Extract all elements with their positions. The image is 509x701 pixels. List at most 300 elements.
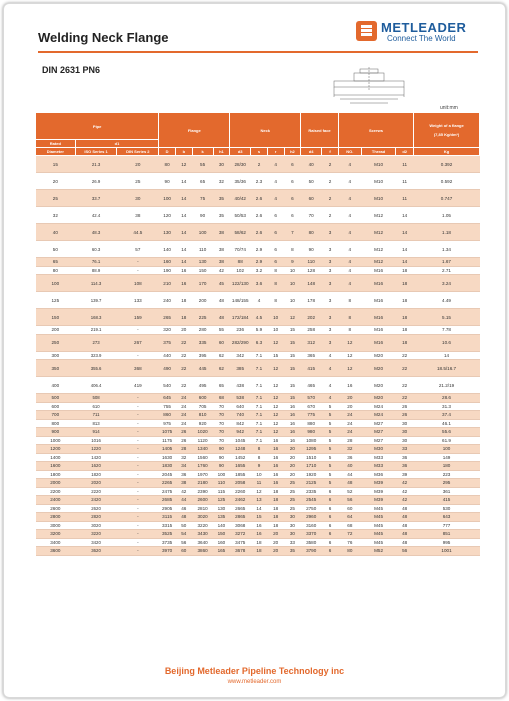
cell-d3: 3678 xyxy=(230,547,251,556)
cell-r: 16 xyxy=(267,479,284,488)
cell-thread: M30 xyxy=(361,445,395,454)
cell-kg: 31.3 xyxy=(414,402,480,411)
cell-iso: 2620 xyxy=(75,504,117,513)
cell-D: 1405 xyxy=(159,445,176,454)
cell-thread: M16 xyxy=(361,309,395,326)
cell-d2: 30 xyxy=(396,419,414,428)
cell-r: 4 xyxy=(267,190,284,207)
cell-h2: 16 xyxy=(284,436,301,445)
cell-k: 445 xyxy=(192,360,213,377)
cell-d2: 18 xyxy=(396,266,414,275)
cell-dn: 3000 xyxy=(36,521,76,530)
cell-k: 3640 xyxy=(192,538,213,547)
cell-f: 4 xyxy=(322,394,339,403)
cell-k: 3430 xyxy=(192,530,213,539)
cell-d3: 282/290 xyxy=(230,334,251,351)
cell-din: - xyxy=(117,258,159,267)
cell-dn: 1000 xyxy=(36,436,76,445)
cell-d2: 18 xyxy=(396,326,414,335)
cell-din: - xyxy=(117,436,159,445)
cell-kg: 61.9 xyxy=(414,436,480,445)
cell-iso: 1220 xyxy=(75,445,117,454)
metleader-logo-icon xyxy=(356,21,377,41)
cell-b: 24 xyxy=(175,394,192,403)
cell-r: 8 xyxy=(267,266,284,275)
table-row xyxy=(36,428,480,437)
cell-d2: 14 xyxy=(396,224,414,241)
cell-thread: M45 xyxy=(361,538,395,547)
company-logo xyxy=(356,21,476,47)
cell-no: 32 xyxy=(338,445,361,454)
cell-h1: 125 xyxy=(213,496,230,505)
cell-d4: 2750 xyxy=(301,504,322,513)
cell-k: 170 xyxy=(192,275,213,292)
cell-d2: 33 xyxy=(396,445,414,454)
cell-d3: 88 xyxy=(230,258,251,267)
cell-f: 3 xyxy=(322,224,339,241)
cell-kg: 1001 xyxy=(414,547,480,556)
header-no: NO. xyxy=(338,148,361,156)
cell-h2: 20 xyxy=(284,453,301,462)
cell-kg: 1.18 xyxy=(414,224,480,241)
header-thread: Thread xyxy=(361,148,395,156)
cell-b: 38 xyxy=(175,479,192,488)
cell-h2: 16 xyxy=(284,402,301,411)
cell-dn: 800 xyxy=(36,419,76,428)
cell-h1: 150 xyxy=(213,530,230,539)
cell-no: 16 xyxy=(338,377,361,394)
cell-d2: 26 xyxy=(396,402,414,411)
cell-no: 52 xyxy=(338,487,361,496)
cell-no: 4 xyxy=(338,173,361,190)
cell-iso: 1820 xyxy=(75,470,117,479)
cell-b: 44 xyxy=(175,496,192,505)
cell-iso: 1420 xyxy=(75,453,117,462)
cell-s: 8 xyxy=(251,453,268,462)
cell-d4: 1080 xyxy=(301,436,322,445)
table-row xyxy=(36,538,480,547)
cell-s: 3.6 xyxy=(251,275,268,292)
cell-k: 130 xyxy=(192,258,213,267)
cell-s: 4.5 xyxy=(251,309,268,326)
cell-dn: 100 xyxy=(36,275,76,292)
cell-kg: 7.78 xyxy=(414,326,480,335)
cell-d4: 80 xyxy=(301,224,322,241)
cell-f: 3 xyxy=(322,326,339,335)
table-row xyxy=(36,292,480,309)
cell-h2: 10 xyxy=(284,275,301,292)
header-h1: h1 xyxy=(213,148,230,156)
cell-kg: 0.592 xyxy=(414,173,480,190)
cell-r: 4 xyxy=(267,156,284,173)
cell-thread: M45 xyxy=(361,504,395,513)
header-neck: Neck xyxy=(230,113,301,148)
cell-D: 2905 xyxy=(159,504,176,513)
footer-company: Beijing Metleader Pipeline Technology inc xyxy=(164,666,345,676)
header-weight-label: Weight of a flange xyxy=(429,123,464,128)
cell-d3: 342 xyxy=(230,351,251,360)
cell-d2: 42 xyxy=(396,496,414,505)
cell-k: 55 xyxy=(192,156,213,173)
cell-h1: 70 xyxy=(213,411,230,420)
unit-label: unit:mm xyxy=(440,105,458,111)
cell-s: 7.1 xyxy=(251,402,268,411)
cell-d2: 18 xyxy=(396,275,414,292)
cell-k: 1020 xyxy=(192,428,213,437)
cell-d2: 11 xyxy=(396,190,414,207)
header-d3: d3 xyxy=(230,148,251,156)
cell-d2: 14 xyxy=(396,241,414,258)
cell-d4: 2960 xyxy=(301,513,322,522)
cell-f: 5 xyxy=(322,402,339,411)
cell-h2: 6 xyxy=(284,207,301,224)
cell-thread: M27 xyxy=(361,419,395,428)
table-row xyxy=(36,224,480,241)
cell-r: 12 xyxy=(267,360,284,377)
cell-d4: 3160 xyxy=(301,521,322,530)
cell-k: 3220 xyxy=(192,521,213,530)
cell-h1: 130 xyxy=(213,504,230,513)
cell-k: 65 xyxy=(192,173,213,190)
cell-b: 22 xyxy=(175,360,192,377)
cell-d4: 1920 xyxy=(301,470,322,479)
cell-s: 2.6 xyxy=(251,190,268,207)
header-raised-face: Raised face xyxy=(301,113,339,148)
cell-kg: 3.24 xyxy=(414,275,480,292)
cell-b: 26 xyxy=(175,428,192,437)
cell-din: - xyxy=(117,428,159,437)
cell-kg: 18.5/16.7 xyxy=(414,360,480,377)
cell-r: 12 xyxy=(267,419,284,428)
cell-d2: 42 xyxy=(396,479,414,488)
cell-s: 15 xyxy=(251,513,268,522)
table-row xyxy=(36,530,480,539)
cell-s: 18 xyxy=(251,538,268,547)
cell-h2: 15 xyxy=(284,377,301,394)
cell-s: 13 xyxy=(251,496,268,505)
cell-r: 18 xyxy=(267,521,284,530)
cell-d2: 30 xyxy=(396,436,414,445)
cell-h2: 7 xyxy=(284,224,301,241)
cell-d2: 30 xyxy=(396,428,414,437)
cell-dn: 700 xyxy=(36,411,76,420)
cell-d3: 842 xyxy=(230,419,251,428)
cell-dn: 500 xyxy=(36,394,76,403)
cell-d4: 570 xyxy=(301,394,322,403)
cell-dn: 400 xyxy=(36,377,76,394)
cell-no: 24 xyxy=(338,411,361,420)
cell-thread: M39 xyxy=(361,487,395,496)
cell-k: 335 xyxy=(192,334,213,351)
cell-h2: 20 xyxy=(284,445,301,454)
cell-iso: 26.9 xyxy=(75,173,117,190)
cell-f: 5 xyxy=(322,411,339,420)
cell-thread: M24 xyxy=(361,411,395,420)
table-row xyxy=(36,326,480,335)
cell-iso: 610 xyxy=(75,402,117,411)
cell-h1: 35 xyxy=(213,207,230,224)
cell-f: 5 xyxy=(322,479,339,488)
cell-k: 100 xyxy=(192,224,213,241)
cell-d4: 3790 xyxy=(301,547,322,556)
cell-b: 16 xyxy=(175,266,192,275)
cell-D: 3315 xyxy=(159,521,176,530)
cell-b: 32 xyxy=(175,453,192,462)
cell-din: - xyxy=(117,504,159,513)
table-row xyxy=(36,487,480,496)
cell-no: 44 xyxy=(338,470,361,479)
cell-h1: 38 xyxy=(213,241,230,258)
table-row xyxy=(36,360,480,377)
cell-s: 2.6 xyxy=(251,224,268,241)
table-row xyxy=(36,207,480,224)
cell-b: 24 xyxy=(175,419,192,428)
cell-no: 24 xyxy=(338,428,361,437)
cell-kg: 415 xyxy=(414,496,480,505)
cell-h1: 32 xyxy=(213,173,230,190)
cell-b: 20 xyxy=(175,326,192,335)
cell-d4: 1710 xyxy=(301,462,322,471)
cell-dn: 2400 xyxy=(36,496,76,505)
header-diameter: Diameter xyxy=(36,148,76,156)
cell-dn: 2600 xyxy=(36,504,76,513)
table-row xyxy=(36,513,480,522)
cell-k: 2390 xyxy=(192,487,213,496)
cell-kg: 21.2/19 xyxy=(414,377,480,394)
cell-dn: 350 xyxy=(36,360,76,377)
cell-D: 755 xyxy=(159,402,176,411)
cell-h2: 25 xyxy=(284,487,301,496)
cell-D: 190 xyxy=(159,266,176,275)
cell-d4: 670 xyxy=(301,402,322,411)
cell-h2: 30 xyxy=(284,530,301,539)
cell-s: 16 xyxy=(251,521,268,530)
cell-din: - xyxy=(117,547,159,556)
cell-r: 12 xyxy=(267,428,284,437)
cell-b: 14 xyxy=(175,173,192,190)
cell-D: 1630 xyxy=(159,453,176,462)
cell-dn: 1400 xyxy=(36,453,76,462)
cell-no: 4 xyxy=(338,275,361,292)
cell-r: 20 xyxy=(267,530,284,539)
cell-d3: 2462 xyxy=(230,496,251,505)
cell-d4: 148 xyxy=(301,275,322,292)
cell-dn: 200 xyxy=(36,326,76,335)
cell-h2: 30 xyxy=(284,513,301,522)
cell-dn: 50 xyxy=(36,241,76,258)
cell-d2: 39 xyxy=(396,470,414,479)
cell-r: 15 xyxy=(267,351,284,360)
cell-r: 18 xyxy=(267,504,284,513)
cell-thread: M16 xyxy=(361,326,395,335)
cell-iso: 76.1 xyxy=(75,258,117,267)
cell-thread: M20 xyxy=(361,351,395,360)
cell-b: 14 xyxy=(175,207,192,224)
cell-d3: 1248 xyxy=(230,445,251,454)
cell-h1: 68 xyxy=(213,394,230,403)
cell-d2: 14 xyxy=(396,258,414,267)
cell-k: 90 xyxy=(192,207,213,224)
cell-r: 12 xyxy=(267,334,284,351)
cell-k: 75 xyxy=(192,190,213,207)
cell-kg: 995 xyxy=(414,538,480,547)
cell-d4: 110 xyxy=(301,258,322,267)
cell-no: 4 xyxy=(338,258,361,267)
cell-h2: 6 xyxy=(284,173,301,190)
cell-iso: 914 xyxy=(75,428,117,437)
cell-thread: M12 xyxy=(361,258,395,267)
cell-s: 3.2 xyxy=(251,266,268,275)
cell-kg: 1.34 xyxy=(414,241,480,258)
cell-kg: 55.6 xyxy=(414,428,480,437)
cell-kg: 4.49 xyxy=(414,292,480,309)
cell-h1: 70 xyxy=(213,419,230,428)
cell-h1: 60 xyxy=(213,334,230,351)
cell-D: 3525 xyxy=(159,530,176,539)
cell-b: 28 xyxy=(175,445,192,454)
cell-thread: M20 xyxy=(361,360,395,377)
cell-iso: 139.7 xyxy=(75,292,117,309)
cell-D: 3115 xyxy=(159,513,176,522)
cell-k: 600 xyxy=(192,394,213,403)
cell-D: 240 xyxy=(159,292,176,309)
cell-f: 3 xyxy=(322,266,339,275)
cell-iso: 2020 xyxy=(75,479,117,488)
cell-k: 1560 xyxy=(192,453,213,462)
cell-kg: 530 xyxy=(414,504,480,513)
cell-kg: 2.71 xyxy=(414,266,480,275)
table-row xyxy=(36,266,480,275)
table-row xyxy=(36,462,480,471)
cell-f: 6 xyxy=(322,496,339,505)
cell-d4: 980 xyxy=(301,428,322,437)
header-b: b xyxy=(175,148,192,156)
cell-f: 5 xyxy=(322,436,339,445)
cell-dn: 3200 xyxy=(36,530,76,539)
cell-d2: 11 xyxy=(396,156,414,173)
cell-d3: 942 xyxy=(230,428,251,437)
cell-h1: 90 xyxy=(213,462,230,471)
cell-b: 22 xyxy=(175,334,192,351)
cell-no: 76 xyxy=(338,538,361,547)
cell-no: 24 xyxy=(338,419,361,428)
cell-d4: 258 xyxy=(301,326,322,335)
cell-dn: 25 xyxy=(36,190,76,207)
cell-iso: 3420 xyxy=(75,538,117,547)
cell-b: 48 xyxy=(175,513,192,522)
cell-f: 3 xyxy=(322,258,339,267)
header-pipe: Pipe xyxy=(36,113,159,140)
cell-f: 6 xyxy=(322,530,339,539)
cell-h1: 70 xyxy=(213,428,230,437)
cell-h2: 15 xyxy=(284,394,301,403)
cell-din: - xyxy=(117,479,159,488)
cell-d3: 3475 xyxy=(230,538,251,547)
cell-no: 20 xyxy=(338,394,361,403)
cell-d3: 122/130 xyxy=(230,275,251,292)
table-row xyxy=(36,445,480,454)
cell-d4: 40 xyxy=(301,156,322,173)
cell-r: 6 xyxy=(267,258,284,267)
cell-b: 14 xyxy=(175,224,192,241)
cell-d3: 50/53 xyxy=(230,207,251,224)
table-row xyxy=(36,190,480,207)
cell-din: - xyxy=(117,530,159,539)
cell-kg: 28.6 xyxy=(414,394,480,403)
cell-no: 28 xyxy=(338,436,361,445)
cell-b: 24 xyxy=(175,411,192,420)
cell-thread: M33 xyxy=(361,453,395,462)
cell-kg: 1.05 xyxy=(414,207,480,224)
cell-iso: 42.4 xyxy=(75,207,117,224)
cell-iso: 114.3 xyxy=(75,275,117,292)
cell-k: 1340 xyxy=(192,445,213,454)
cell-d2: 22 xyxy=(396,394,414,403)
cell-D: 160 xyxy=(159,258,176,267)
cell-iso: 711 xyxy=(75,411,117,420)
cell-k: 495 xyxy=(192,377,213,394)
table-row xyxy=(36,156,480,173)
table-row xyxy=(36,241,480,258)
cell-d3: 102 xyxy=(230,266,251,275)
cell-f: 6 xyxy=(322,547,339,556)
cell-k: 3020 xyxy=(192,513,213,522)
cell-h2: 15 xyxy=(284,326,301,335)
cell-iso: 168.3 xyxy=(75,309,117,326)
logo-brand: METLEADER xyxy=(381,20,467,35)
header-screws: Screws xyxy=(338,113,413,148)
cell-kg: 10.6 xyxy=(414,334,480,351)
cell-s: 7.1 xyxy=(251,411,268,420)
cell-D: 2045 xyxy=(159,470,176,479)
cell-d4: 2335 xyxy=(301,487,322,496)
cell-d3: 3068 xyxy=(230,521,251,530)
cell-h2: 9 xyxy=(284,258,301,267)
cell-d3: 438 xyxy=(230,377,251,394)
cell-r: 18 xyxy=(267,513,284,522)
cell-thread: M16 xyxy=(361,266,395,275)
cell-dn: 2000 xyxy=(36,479,76,488)
dimensions-table xyxy=(35,112,480,556)
cell-d4: 312 xyxy=(301,334,322,351)
cell-s: 11 xyxy=(251,479,268,488)
cell-h1: 140 xyxy=(213,521,230,530)
cell-dn: 65 xyxy=(36,258,76,267)
cell-d4: 90 xyxy=(301,241,322,258)
cell-thread: M39 xyxy=(361,479,395,488)
standard-label: DIN 2631 PN6 xyxy=(42,65,101,75)
cell-iso: 219.1 xyxy=(75,326,117,335)
cell-f: 6 xyxy=(322,513,339,522)
cell-thread: M16 xyxy=(361,292,395,309)
cell-r: 12 xyxy=(267,394,284,403)
cell-dn: 3400 xyxy=(36,538,76,547)
cell-h2: 6 xyxy=(284,190,301,207)
cell-d4: 202 xyxy=(301,309,322,326)
cell-r: 16 xyxy=(267,453,284,462)
cell-iso: 48.3 xyxy=(75,224,117,241)
cell-h1: 115 xyxy=(213,487,230,496)
header-D: D xyxy=(159,148,176,156)
cell-dn: 80 xyxy=(36,266,76,275)
cell-d2: 22 xyxy=(396,377,414,394)
cell-s: 12 xyxy=(251,487,268,496)
cell-kg: 180 xyxy=(414,462,480,471)
cell-b: 42 xyxy=(175,487,192,496)
cell-f: 6 xyxy=(322,521,339,530)
cell-f: 3 xyxy=(322,292,339,309)
cell-s: 5.9 xyxy=(251,326,268,335)
